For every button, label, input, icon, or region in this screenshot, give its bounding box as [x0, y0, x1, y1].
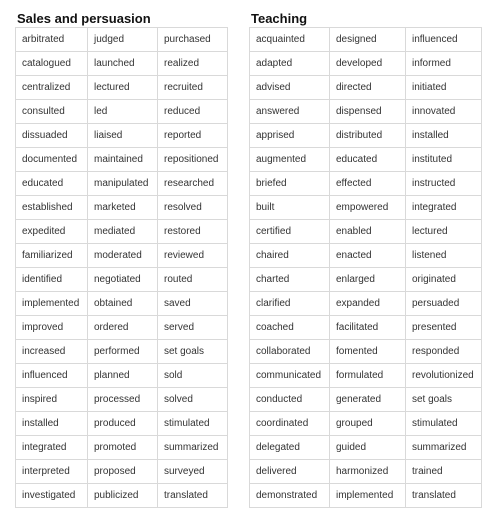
table-row: [250, 292, 482, 316]
word-cell: translated: [406, 484, 482, 508]
word-cell: collaborated: [250, 340, 330, 364]
word-cell: augmented: [250, 148, 330, 172]
word-cell: chaired: [250, 244, 330, 268]
word-cell: inspired: [16, 388, 88, 412]
table-row: [250, 100, 482, 124]
word-cell: obtained: [88, 292, 158, 316]
word-cell: certified: [250, 220, 330, 244]
word-cell: educated: [16, 172, 88, 196]
table-row: [16, 28, 228, 52]
word-cell: launched: [88, 52, 158, 76]
table-row: [250, 28, 482, 52]
word-cell: empowered: [330, 196, 406, 220]
word-cell: educated: [330, 148, 406, 172]
word-cell: liaised: [88, 124, 158, 148]
word-cell: reduced: [158, 100, 228, 124]
word-cell: improved: [16, 316, 88, 340]
table-row: [250, 268, 482, 292]
word-cell: communicated: [250, 364, 330, 388]
word-cell: stimulated: [158, 412, 228, 436]
table-row: [16, 196, 228, 220]
table-row: [16, 412, 228, 436]
word-cell: set goals: [406, 388, 482, 412]
table-row: [250, 484, 482, 508]
word-cell: demonstrated: [250, 484, 330, 508]
word-cell: persuaded: [406, 292, 482, 316]
word-cell: innovated: [406, 100, 482, 124]
word-cell: integrated: [16, 436, 88, 460]
word-cell: distributed: [330, 124, 406, 148]
word-cell: recruited: [158, 76, 228, 100]
word-cell: realized: [158, 52, 228, 76]
table-row: [16, 100, 228, 124]
word-cell: revolutionized: [406, 364, 482, 388]
word-cell: implemented: [330, 484, 406, 508]
word-cell: fomented: [330, 340, 406, 364]
word-cell: facilitated: [330, 316, 406, 340]
table-row: [16, 172, 228, 196]
table-row: [16, 52, 228, 76]
word-cell: enacted: [330, 244, 406, 268]
table-row: [250, 316, 482, 340]
word-cell: initiated: [406, 76, 482, 100]
word-cell: lectured: [88, 76, 158, 100]
word-cell: clarified: [250, 292, 330, 316]
table-row: [16, 292, 228, 316]
word-cell: processed: [88, 388, 158, 412]
word-cell: marketed: [88, 196, 158, 220]
section-title: Teaching: [251, 11, 308, 26]
table-row: [16, 460, 228, 484]
word-cell: purchased: [158, 28, 228, 52]
word-cell: delegated: [250, 436, 330, 460]
table-row: [250, 52, 482, 76]
table-row: [16, 148, 228, 172]
word-cell: interpreted: [16, 460, 88, 484]
table-row: [16, 124, 228, 148]
word-cell: originated: [406, 268, 482, 292]
word-cell: coached: [250, 316, 330, 340]
word-cell: established: [16, 196, 88, 220]
table-row: [250, 340, 482, 364]
word-cell: installed: [16, 412, 88, 436]
word-cell: integrated: [406, 196, 482, 220]
word-cell: answered: [250, 100, 330, 124]
table-row: [250, 172, 482, 196]
word-cell: promoted: [88, 436, 158, 460]
word-cell: conducted: [250, 388, 330, 412]
word-cell: listened: [406, 244, 482, 268]
table-row: [16, 484, 228, 508]
word-cell: consulted: [16, 100, 88, 124]
word-cell: built: [250, 196, 330, 220]
section-title: Sales and persuasion: [17, 11, 151, 26]
word-cell: served: [158, 316, 228, 340]
table-row: [16, 220, 228, 244]
word-cell: trained: [406, 460, 482, 484]
word-cell: documented: [16, 148, 88, 172]
word-cell: set goals: [158, 340, 228, 364]
word-cell: planned: [88, 364, 158, 388]
word-cell: dissuaded: [16, 124, 88, 148]
table-row: [16, 436, 228, 460]
word-cell: enlarged: [330, 268, 406, 292]
word-cell: delivered: [250, 460, 330, 484]
word-cell: expedited: [16, 220, 88, 244]
table-row: [250, 244, 482, 268]
table-row: [250, 76, 482, 100]
word-cell: arbitrated: [16, 28, 88, 52]
word-cell: lectured: [406, 220, 482, 244]
table-row: [250, 220, 482, 244]
table-row: [16, 316, 228, 340]
word-cell: reported: [158, 124, 228, 148]
word-cell: negotiated: [88, 268, 158, 292]
word-cell: formulated: [330, 364, 406, 388]
word-cell: restored: [158, 220, 228, 244]
word-cell: surveyed: [158, 460, 228, 484]
word-cell: apprised: [250, 124, 330, 148]
word-cell: solved: [158, 388, 228, 412]
word-cell: identified: [16, 268, 88, 292]
sales-and-persuasion-section: [15, 10, 228, 508]
table-row: [16, 340, 228, 364]
word-cell: summarized: [406, 436, 482, 460]
word-cell: responded: [406, 340, 482, 364]
word-cell: saved: [158, 292, 228, 316]
table-row: [16, 388, 228, 412]
teaching-section: [249, 10, 482, 508]
word-cell: designed: [330, 28, 406, 52]
word-cell: manipulated: [88, 172, 158, 196]
word-cell: publicized: [88, 484, 158, 508]
table-row: [16, 268, 228, 292]
word-cell: summarized: [158, 436, 228, 460]
word-cell: instructed: [406, 172, 482, 196]
word-cell: moderated: [88, 244, 158, 268]
word-cell: installed: [406, 124, 482, 148]
word-cell: increased: [16, 340, 88, 364]
word-cell: charted: [250, 268, 330, 292]
word-cell: adapted: [250, 52, 330, 76]
table-row: [250, 124, 482, 148]
word-cell: proposed: [88, 460, 158, 484]
table-row: [250, 436, 482, 460]
table-row: [250, 460, 482, 484]
word-cell: dispensed: [330, 100, 406, 124]
word-cell: enabled: [330, 220, 406, 244]
table-row: [250, 388, 482, 412]
word-cell: resolved: [158, 196, 228, 220]
word-cell: presented: [406, 316, 482, 340]
word-cell: ordered: [88, 316, 158, 340]
word-cell: acquainted: [250, 28, 330, 52]
word-cell: generated: [330, 388, 406, 412]
word-cell: judged: [88, 28, 158, 52]
table-row: [16, 76, 228, 100]
word-cell: mediated: [88, 220, 158, 244]
word-cell: directed: [330, 76, 406, 100]
word-cell: produced: [88, 412, 158, 436]
table-row: [250, 364, 482, 388]
word-cell: led: [88, 100, 158, 124]
table-row: [16, 364, 228, 388]
word-cell: maintained: [88, 148, 158, 172]
word-cell: instituted: [406, 148, 482, 172]
word-cell: developed: [330, 52, 406, 76]
word-cell: routed: [158, 268, 228, 292]
word-cell: influenced: [16, 364, 88, 388]
word-cell: implemented: [16, 292, 88, 316]
word-cell: effected: [330, 172, 406, 196]
word-table: [15, 27, 228, 508]
word-cell: researched: [158, 172, 228, 196]
word-cell: performed: [88, 340, 158, 364]
word-cell: familiarized: [16, 244, 88, 268]
word-cell: briefed: [250, 172, 330, 196]
word-cell: guided: [330, 436, 406, 460]
table-row: [250, 412, 482, 436]
word-cell: stimulated: [406, 412, 482, 436]
table-row: [250, 148, 482, 172]
word-cell: centralized: [16, 76, 88, 100]
word-cell: repositioned: [158, 148, 228, 172]
word-cell: coordinated: [250, 412, 330, 436]
word-cell: investigated: [16, 484, 88, 508]
word-cell: sold: [158, 364, 228, 388]
word-cell: expanded: [330, 292, 406, 316]
word-cell: reviewed: [158, 244, 228, 268]
word-cell: translated: [158, 484, 228, 508]
word-table: [249, 27, 482, 508]
word-cell: harmonized: [330, 460, 406, 484]
word-cell: informed: [406, 52, 482, 76]
word-cell: influenced: [406, 28, 482, 52]
table-row: [250, 196, 482, 220]
word-cell: grouped: [330, 412, 406, 436]
word-cell: advised: [250, 76, 330, 100]
table-row: [16, 244, 228, 268]
word-cell: catalogued: [16, 52, 88, 76]
